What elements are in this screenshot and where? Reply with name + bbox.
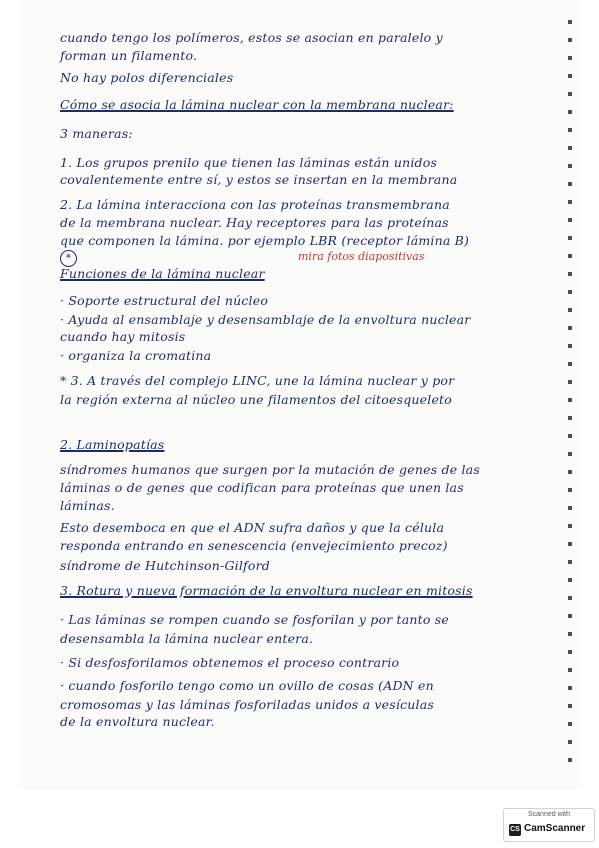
section-heading: Cómo se asocia la lámina nuclear con la membrana nuclear: xyxy=(60,97,454,112)
asterisk-badge: * xyxy=(60,250,77,267)
note-line: síndromes humanos que surgen por la mutación de genes de las xyxy=(60,462,480,477)
section-heading: Funciones de la lámina nuclear xyxy=(60,266,265,281)
section-heading: 2. Laminopatías xyxy=(60,437,165,452)
list-item: · cuando fosforilo tengo como un ovillo de cosas (ADN en xyxy=(60,678,434,693)
list-item: · Soporte estructural del núcleo xyxy=(60,293,269,308)
note-line: de la membrana nuclear. Hay receptores para las proteínas xyxy=(60,215,449,230)
note-line: Esto desemboca en que el ADN sufra daños y que la célula xyxy=(60,520,445,535)
note-line: la región externa al núcleo une filamentos del citoesqueleto xyxy=(60,392,452,407)
note-line: láminas o de genes que codifican para proteínas que unen las xyxy=(60,480,464,495)
section-heading: 3. Rotura y nueva formación de la envoltura nuclear en mitosis xyxy=(60,583,473,598)
red-margin-note: mira fotos diapositivas xyxy=(298,250,425,263)
note-line: * 3. A través del complejo LINC, une la lámina nuclear y por xyxy=(60,373,455,388)
note-line: covalentemente entre sí, y estos se insertan en la membrana xyxy=(60,172,458,187)
list-item: · Las láminas se rompen cuando se fosforilan y por tanto se xyxy=(60,612,450,627)
note-line: responda entrando en senescencia (envejecimiento precoz) xyxy=(60,538,448,553)
camscanner-watermark xyxy=(503,808,595,842)
note-line: que componen la lámina. por ejemplo LBR (receptor lámina B) xyxy=(60,233,470,248)
note-line: cromosomas y las láminas fosforiladas unidos a vesículas xyxy=(60,697,434,712)
note-line: 2. La lámina interacciona con las proteínas transmembrana xyxy=(60,197,450,212)
note-line: desensambla la lámina nuclear entera. xyxy=(60,631,314,646)
note-line: cuando tengo los polímeros, estos se asocian en paralelo y xyxy=(60,30,443,45)
note-line: forman un filamento. xyxy=(60,48,198,63)
asterisk-marker xyxy=(60,250,80,267)
note-line: 3 maneras: xyxy=(60,126,133,141)
list-item: · organiza la cromatina xyxy=(60,348,212,363)
note-line: cuando hay mitosis xyxy=(60,329,186,344)
scanner-caption: Scanned with xyxy=(527,811,571,818)
list-item: · Si desfosforilamos obtenemos el proceso contrario xyxy=(60,655,400,670)
note-line: 1. Los grupos prenilo que tienen las láminas están unidos xyxy=(60,155,438,170)
spiral-binding xyxy=(568,20,572,770)
camscanner-logo-icon: CS xyxy=(509,824,521,836)
note-line: de la envoltura nuclear. xyxy=(60,714,215,729)
list-item: · Ayuda al ensamblaje y desensamblaje de la envoltura nuclear xyxy=(60,312,471,327)
note-line: síndrome de Hutchinson-Gilford xyxy=(60,558,270,573)
note-line: láminas. xyxy=(60,498,115,513)
note-line: No hay polos diferenciales xyxy=(60,70,234,85)
scanner-brand: CamScanner xyxy=(524,823,586,834)
